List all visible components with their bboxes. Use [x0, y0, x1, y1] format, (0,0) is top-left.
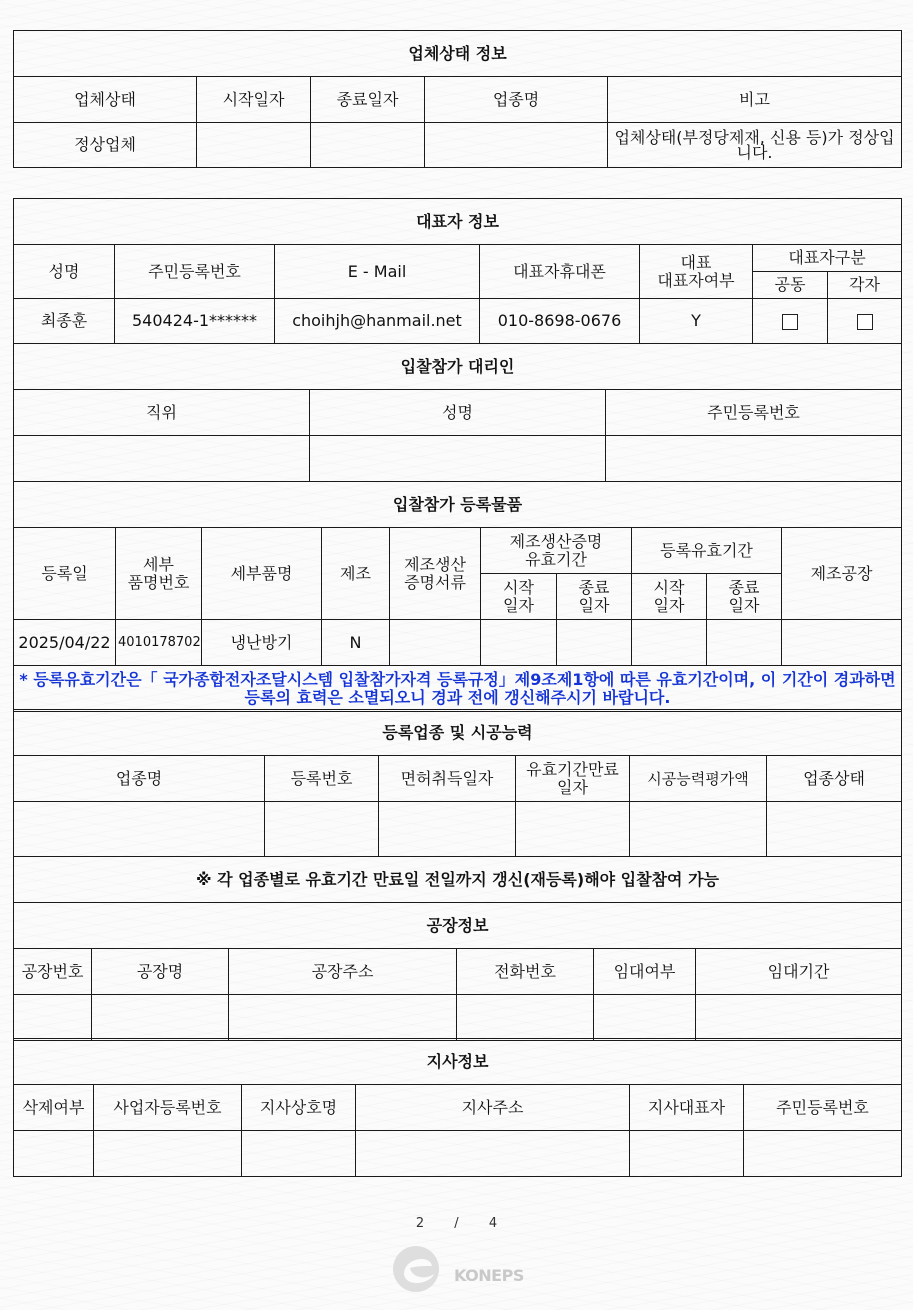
start-date-value — [197, 123, 311, 168]
branch-table — [13, 1038, 902, 1177]
separate-cell — [828, 299, 902, 344]
factory-table — [13, 902, 902, 1041]
header-industry-status: 업종상태 — [767, 756, 902, 802]
header-capacity: 시공능력평가액 — [630, 756, 767, 802]
page-separator: / — [454, 1216, 459, 1231]
industry-expiry-value — [516, 802, 630, 857]
header-factory-name: 공장명 — [92, 949, 229, 995]
header-reg-number: 등록번호 — [265, 756, 379, 802]
header-cert-start: 시작 일자 — [481, 574, 557, 620]
header-lease-flag: 임대여부 — [594, 949, 696, 995]
branch-name-value — [242, 1131, 356, 1177]
remarks-value: 업체상태(부정당제재, 신용 등)가 정상입니다. — [608, 123, 902, 168]
separate-checkbox[interactable] — [857, 314, 873, 330]
header-start-date: 시작일자 — [197, 77, 311, 123]
page-total: 4 — [488, 1216, 498, 1231]
header-delete-flag: 삭제여부 — [14, 1085, 94, 1131]
header-agent-resident: 주민등록번호 — [606, 390, 902, 436]
header-representative-type: 대표자구분 — [753, 245, 902, 272]
header-factory: 제조공장 — [782, 528, 902, 620]
business-number-value — [94, 1131, 242, 1177]
renewal-warning: ※ 각 업종별로 유효기간 만료일 전일까지 갱신(재등록)해야 입찰참여 가능 — [14, 857, 902, 903]
header-resident-number: 주민등록번호 — [115, 245, 275, 299]
page-current: 2 — [415, 1216, 425, 1231]
rep-resident-value: 540424-1****** — [115, 299, 275, 344]
branch-address-value — [356, 1131, 630, 1177]
header-reg-validity: 등록유효기간 — [632, 528, 782, 574]
company-status-table — [13, 30, 902, 168]
branch-rep-value — [630, 1131, 744, 1177]
factory-title: 공장정보 — [14, 903, 902, 949]
page-indicator — [0, 1216, 913, 1231]
product-factory-value — [782, 620, 902, 666]
industry-status-value — [767, 802, 902, 857]
header-license-date: 면허취득일자 — [379, 756, 516, 802]
industry-license-value — [379, 802, 516, 857]
header-cert-validity: 제조생산증명 유효기간 — [481, 528, 632, 574]
koneps-logo-text: KONEPS — [454, 1266, 524, 1285]
header-reg-end: 종료 일자 — [707, 574, 782, 620]
header-branch-resident: 주민등록번호 — [744, 1085, 902, 1131]
header-end-date: 종료일자 — [311, 77, 425, 123]
rep-flag-value: Y — [640, 299, 753, 344]
header-name: 성명 — [14, 245, 115, 299]
header-branch-name: 지사상호명 — [242, 1085, 356, 1131]
product-cert-start-value — [481, 620, 557, 666]
rep-email-value: choihjh@hanmail.net — [275, 299, 480, 344]
industry-value — [425, 123, 608, 168]
header-remarks: 비고 — [608, 77, 902, 123]
header-position: 직위 — [14, 390, 310, 436]
agent-position-value — [14, 436, 310, 482]
header-branch-rep: 지사대표자 — [630, 1085, 744, 1131]
header-lease-period: 임대기간 — [696, 949, 902, 995]
product-cert-docs-value — [390, 620, 481, 666]
rep-name-value: 최종훈 — [14, 299, 115, 344]
company-status-title: 업체상태 정보 — [14, 31, 902, 77]
header-business-number: 사업자등록번호 — [94, 1085, 242, 1131]
product-reg-date-value: 2025/04/22 — [14, 620, 116, 666]
validity-note: * 등록유효기간은「 국가종합전자조달시스템 입찰참가자격 등록규정」제9조제1항에 따른 유효기간이며, 이 기간이 경과하면 등록의 효력은 소멸되오니 경과 전에 갱신해주시기 바랍니다. — [14, 666, 902, 712]
header-email: E - Mail — [275, 245, 480, 299]
header-joint: 공동 — [753, 272, 828, 299]
agent-name-value — [310, 436, 606, 482]
products-table — [13, 481, 902, 712]
header-status: 업체상태 — [14, 77, 197, 123]
header-industry-name: 업종명 — [14, 756, 265, 802]
header-industry: 업종명 — [425, 77, 608, 123]
header-factory-number: 공장번호 — [14, 949, 92, 995]
industry-reg-number-value — [265, 802, 379, 857]
header-item-number: 세부 품명번호 — [116, 528, 202, 620]
joint-cell — [753, 299, 828, 344]
industry-capacity-value — [630, 802, 767, 857]
header-reg-start: 시작 일자 — [632, 574, 707, 620]
agent-table — [13, 343, 902, 482]
product-manufacture-value: N — [322, 620, 390, 666]
header-factory-phone: 전화번호 — [457, 949, 594, 995]
header-cert-docs: 제조생산 증명서류 — [390, 528, 481, 620]
header-factory-address: 공장주소 — [229, 949, 457, 995]
product-reg-start-value — [632, 620, 707, 666]
lease-flag-value — [594, 995, 696, 1041]
product-item-name-value: 냉난방기 — [202, 620, 322, 666]
agent-title: 입찰참가 대리인 — [14, 344, 902, 390]
industry-name-value — [14, 802, 265, 857]
agent-resident-value — [606, 436, 902, 482]
products-title: 입찰참가 등록물품 — [14, 482, 902, 528]
header-separate: 각자 — [828, 272, 902, 299]
factory-number-value — [14, 995, 92, 1041]
header-expiry-date: 유효기간만료 일자 — [516, 756, 630, 802]
joint-checkbox[interactable] — [782, 314, 798, 330]
industry-title: 등록업종 및 시공능력 — [14, 710, 902, 756]
representative-table — [13, 198, 902, 344]
product-cert-end-value — [557, 620, 632, 666]
koneps-logo — [390, 1244, 530, 1294]
header-cert-end: 종료 일자 — [557, 574, 632, 620]
header-reg-date: 등록일 — [14, 528, 116, 620]
factory-address-value — [229, 995, 457, 1041]
status-value: 정상업체 — [14, 123, 197, 168]
industry-table — [13, 709, 902, 903]
header-branch-address: 지사주소 — [356, 1085, 630, 1131]
delete-flag-value — [14, 1131, 94, 1177]
header-representative-flag: 대표 대표자여부 — [640, 245, 753, 299]
representative-title: 대표자 정보 — [14, 199, 902, 245]
koneps-e-icon — [390, 1244, 450, 1294]
rep-mobile-value: 010-8698-0676 — [480, 299, 640, 344]
end-date-value — [311, 123, 425, 168]
factory-name-value — [92, 995, 229, 1041]
product-reg-end-value — [707, 620, 782, 666]
product-item-number-value: 4010178702 — [116, 620, 202, 666]
lease-period-value — [696, 995, 902, 1041]
factory-phone-value — [457, 995, 594, 1041]
header-mobile: 대표자휴대폰 — [480, 245, 640, 299]
header-agent-name: 성명 — [310, 390, 606, 436]
header-item-name: 세부품명 — [202, 528, 322, 620]
branch-title: 지사정보 — [14, 1039, 902, 1085]
header-manufacture: 제조 — [322, 528, 390, 620]
branch-resident-value — [744, 1131, 902, 1177]
